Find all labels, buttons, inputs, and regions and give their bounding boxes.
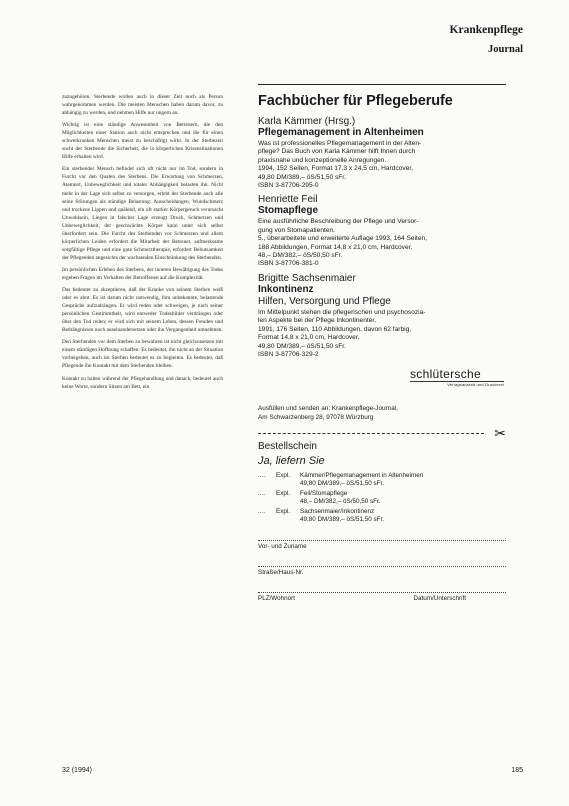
street-field[interactable] bbox=[258, 566, 506, 576]
book-title: Inkontinenz bbox=[258, 283, 314, 295]
order-item-price: 48,– DM/382,– öS/50,50 sFr. bbox=[300, 497, 381, 505]
street-input-line[interactable] bbox=[258, 566, 506, 567]
order-item bbox=[300, 508, 506, 524]
unit-label: Expl. bbox=[276, 507, 290, 515]
publisher-logo bbox=[410, 368, 504, 387]
book-entry bbox=[258, 116, 506, 190]
order-item-title: Sachsenmaier/Inkontinenz bbox=[300, 507, 375, 515]
address-line: Am Schwarzenberg 28, 97078 Würzburg bbox=[258, 413, 374, 421]
detail-line: praxisnahe und konzeptionelle Anregungen. bbox=[258, 156, 387, 164]
book-author: Henriette Feil bbox=[258, 194, 318, 206]
detail-line: ISBN 3-87706-329-2 bbox=[258, 350, 319, 358]
order-address bbox=[258, 405, 506, 422]
scissors-icon: ✂ bbox=[494, 424, 506, 441]
city-input-line[interactable] bbox=[258, 592, 506, 593]
address-line: Ausfüllen und senden an: Krankenpflege-Journal, bbox=[258, 405, 398, 413]
cut-line bbox=[258, 424, 506, 441]
order-line[interactable] bbox=[258, 472, 506, 488]
book-details bbox=[258, 218, 506, 268]
unit-label: Expl. bbox=[276, 489, 290, 497]
quantity-blank[interactable]: .... bbox=[258, 471, 265, 479]
detail-line: ISBN 3-87706-381-0 bbox=[258, 260, 319, 268]
book-details bbox=[258, 140, 506, 190]
detail-line: pflege? Das Buch von Karla Kämmer hilft Ihnen durch bbox=[258, 148, 416, 156]
ad-title: Fachbücher für Pflegeberufe bbox=[258, 93, 453, 109]
quantity-blank[interactable]: .... bbox=[258, 507, 265, 515]
detail-line: 48,– DM/382,– öS/50,50 sFr. bbox=[258, 252, 343, 260]
order-line[interactable] bbox=[258, 508, 506, 524]
article-paragraph: Ein sterbender Mensch befindet sich oft nicht nur im Tod, sondern in Furcht vor den Qualen des Sterbens. Die Erwartung von Schmerzen, Atemnot, Unbeweglichkeit und totaler Abhängigkeit belasten ihn. Nicht mehr in der Lage sich selbst zu versorgen, erlebt der Sterbende auch alle seine Störungen als ständige Belastung: Ausscheidungen, Wundschmerz und trockene Lippen und quälend, ein oft starker Körpergeruch verursacht Unwohlsein, Liegen in falscher Lage erzeugt Druck, Schmerzen und Unbeweglichkeit, der geschwächte Körper kann unter sich selbst überfordert sein. Die Furcht des Sterbenden vor Schmerzen und allem körperlichen Leiden erfordert die Mitarbeit der Betreuer, aufmerksame sorgfältige Pflege und eine gute Schmerztherapie, erfordert Behutsamkeit der Pflegenden angesichts der wachsenden Einschränkung des Sterbenden. bbox=[62, 166, 223, 261]
detail-line: ISBN 3-87706-295-0 bbox=[258, 182, 319, 190]
detail-line: 49,80 DM/389,– öS/51,50 sFr. bbox=[258, 173, 346, 181]
detail-line: 1991, 176 Seiten, 110 Abbildungen, davon 62 farbig, bbox=[258, 325, 412, 333]
page-number: 185 bbox=[511, 767, 523, 774]
name-field[interactable] bbox=[258, 540, 506, 550]
order-item-title: Kämmer/Pflegemanagement in Altenheimen bbox=[300, 471, 424, 479]
order-line[interactable] bbox=[258, 490, 506, 506]
street-label: Straße/Haus-Nr. bbox=[258, 569, 304, 577]
book-entry bbox=[258, 194, 506, 268]
order-item bbox=[300, 490, 506, 506]
article-paragraph: Kontakt zu halten während der Pflegehandlung und danach, bedeutet auch keine Worte, sondern Sitzen am Bett, ein bbox=[62, 375, 223, 390]
advertisement-box bbox=[258, 84, 506, 602]
article-paragraph: Wichtig ist eine ständige Anwesenheit von Betreuern, die den Möglichkeiten einer Station auch nicht entsprechen und die für einen schwerkranken Menschen meist zu beschäftigt wirkt. In der Sterbezeit sucht der Sterbende die Sicherheit, die in körperlichen Krisensituationen Hilfe erhalten wird. bbox=[62, 122, 223, 161]
detail-line: Format 14,8 x 21,0 cm, Hardcover, bbox=[258, 334, 360, 342]
quantity-blank[interactable]: .... bbox=[258, 489, 265, 497]
detail-line: 5., überarbeitete und erweiterte Auflage 1993, 164 Seiten, bbox=[258, 235, 427, 243]
book-details bbox=[258, 309, 506, 359]
book-entry bbox=[258, 273, 506, 359]
detail-line: len Aspekte bei der Pflege Inkontinenter. bbox=[258, 317, 377, 325]
journal-header: Journal bbox=[487, 44, 523, 55]
order-item-price: 49,80 DM/389,– öS/51,50 sFr. bbox=[300, 515, 385, 523]
section-header: Krankenpflege bbox=[449, 24, 523, 36]
issue-number: 32 (1994) bbox=[62, 767, 92, 774]
article-paragraph: Im persönlichen Erleben des Sterbens, der inneren Bewältigung des Todes ergeben Fragen im Verhalten der Betroffenen auf die Komplexität. bbox=[62, 266, 223, 281]
order-form-title: Bestellschein bbox=[258, 440, 317, 452]
unit-label: Expl. bbox=[276, 471, 290, 479]
article-paragraph: Den Sterbenden vor dem Sterben zu bewahren ist nicht gleichzusetzen mit einem ständigen Hoffnung schaffen: Es bedeutet, ihn nicht an der Situation vorbeigehen, auch im Sterben bedeutet es zu begleiten. Es bedeutet, daß Pflegende ihn Kontakt mit dem Sterbenden bleiben. bbox=[62, 339, 223, 370]
publisher-tagline: Verlagsanstalt und Druckerei bbox=[447, 382, 504, 388]
book-title: Stomapflege bbox=[258, 205, 319, 217]
detail-line: Im Mittelpunkt stehen die pflegerischen und psychosozia- bbox=[258, 308, 426, 316]
detail-line: 188 Abbildungen, Format 14,8 x 21,0 cm, Hardcover, bbox=[258, 243, 413, 251]
name-input-line[interactable] bbox=[258, 540, 506, 541]
detail-line: Eine ausführliche Beschreibung der Pflege und Versor- bbox=[258, 218, 419, 226]
detail-line: Was ist professionelles Pflegemanagement in der Alten- bbox=[258, 140, 422, 147]
city-label: PLZ/Wohnort bbox=[258, 595, 295, 603]
detail-line: gung von Stomapatienten. bbox=[258, 226, 335, 234]
article-paragraph: zuzugehören. Sterbende wollen auch in dieser Zeit noch als Person wahrgenommen werden. Die meisten Menschen haben darum davor, zu abhängig zu werden, und nehmen Hilfe nur ungern an. bbox=[62, 94, 223, 117]
order-item-title: Feil/Stomapflege bbox=[300, 489, 348, 497]
top-rule bbox=[258, 84, 506, 85]
publisher-name: schlütersche bbox=[410, 368, 504, 382]
date-signature-label: Datum/Unterschrift bbox=[413, 595, 466, 603]
detail-line: 49,80 DM/389,– öS/51,50 sFr. bbox=[258, 342, 346, 350]
book-author: Brigitte Sachsenmaier bbox=[258, 272, 356, 284]
name-label: Vor- und Zuname bbox=[258, 543, 307, 551]
book-subtitle: Hilfen, Versorgung und Pflege bbox=[258, 295, 391, 307]
city-date-field[interactable] bbox=[258, 592, 506, 602]
book-author: Karla Kämmer (Hrsg.) bbox=[258, 116, 356, 127]
order-heading: Ja, liefern Sie bbox=[258, 454, 325, 467]
dashed-line bbox=[258, 433, 484, 434]
detail-line: 1994, 152 Seiten, Format 17,3 x 24,5 cm, Hardcover, bbox=[258, 165, 414, 173]
city-date-labels bbox=[258, 595, 506, 602]
article-text-column bbox=[62, 93, 223, 773]
book-title: Pflegemanagement in Altenheimen bbox=[258, 127, 424, 138]
order-item bbox=[300, 472, 506, 488]
order-item-price: 49,80 DM/389,– öS/51,50 sFr. bbox=[300, 479, 385, 487]
article-paragraph: Das bedeutet zu akzeptieren, daß der Kranke von seinem Sterben weiß oder es ahnt. Es ist darum nicht notwendig, ihm unbekannte, belastende Gespräche aufzudrängen. Er wird reden oder schweigen, je nach seiner persönlichen Gestimmtheit, wird entweder Todesbilder verdrängen oder über den Tod reden; er wird sich mit seinem Leben, dessen Freuden und Bedrängnissen noch auseinandersetzen oder ihn Vergangenheit umnehmen. bbox=[62, 287, 223, 334]
